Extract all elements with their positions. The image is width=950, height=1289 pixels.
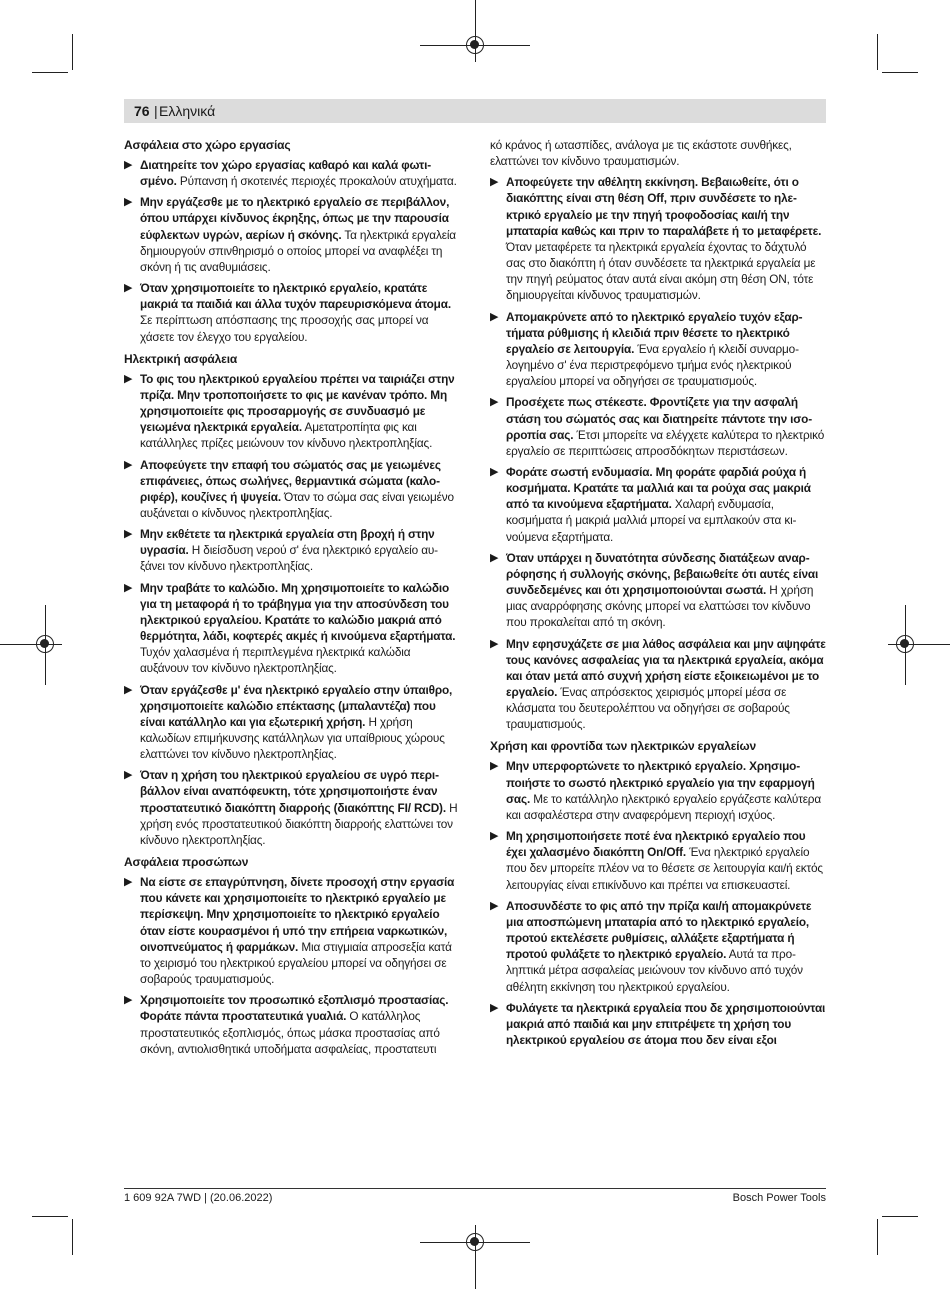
crop-mark: [882, 1216, 918, 1217]
crop-mark: [72, 34, 73, 70]
continued-text: κό κράνος ή ωτασπίδες, ανάλογα με τις εκάστοτε συνθήκες, ελαττώνει τον κίνδυνο τραυματισμών.: [490, 138, 792, 169]
section-heading: Ηλεκτρική ασφάλεια: [124, 351, 238, 366]
bullet-arrow-icon: ▶: [490, 396, 499, 409]
crop-mark: [882, 72, 918, 73]
header-separator: |: [154, 103, 158, 119]
section-heading: Ασφάλεια προσώπων: [124, 855, 249, 870]
bullet-item: ▶ Φυλάγετε τα ηλεκτρικά εργαλεία που δε χρησιμοποιούνται μακριά από παιδιά και μην επιτρέψετε τη χρήση του ηλεκτρικού εργαλείου σε άτομα που δεν είναι εξοι: [490, 1000, 826, 1047]
bullet-item: ▶ Μην εκθέτετε τα ηλεκτρικά εργαλεία στη βροχή ή στην υγρασία. Η διείσδυση νερού σ' ένα ηλεκτρικό εργαλείο αυξάνει τον κίνδυνο ηλεκτροπληξίας.: [124, 527, 439, 574]
bullet-arrow-icon: ▶: [124, 528, 133, 541]
registration-mark-right: [896, 635, 914, 653]
bullet-arrow-icon: ▶: [490, 551, 499, 564]
bullet-arrow-icon: ▶: [490, 760, 499, 773]
bullet-item: ▶ Όταν χρησιμοποιείτε το ηλεκτρικό εργαλείο, κρατάτε μακριά τα παιδιά και άλλα τυχόν παρευρισκόμενα άτομα. Σε περίπτωση απόσπασης της προσοχής σας μπορεί να χάσετε τον έλεγχο του εργαλείου.: [124, 281, 451, 344]
registration-mark-bottom: [466, 1233, 484, 1251]
page-header-band: [124, 99, 826, 123]
crop-mark: [32, 1216, 68, 1217]
bullet-arrow-icon: ▶: [124, 994, 133, 1007]
bullet-item: ▶ Φοράτε σωστή ενδυμασία. Μη φοράτε φαρδιά ρούχα ή κοσμήματα. Κρατάτε τα μαλλιά και τα ρούχα σας μακριά από τα κινούμενα εξαρτήματα. Χαλαρή ενδυμασία, κοσμήματα ή μακριά μαλλιά μπορεί να εμπλακούν στα κινούμενα εξαρτήματα.: [490, 464, 811, 544]
bullet-item: ▶ Μην υπερφορτώνετε το ηλεκτρικό εργαλείο. Χρησιμοποιήστε το σωστό ηλεκτρικό εργαλείο για την εφαρμογή σας. Με το κατάλληλο ηλεκτρικό εργαλείο εργάζεστε καλύτερα και ασφαλέστερα στην αναφερόμενη περιοχή ισχύος.: [490, 759, 822, 822]
bullet-item: ▶ Απομακρύνετε από το ηλεκτρικό εργαλείο τυχόν εξαρτήματα ρύθμισης ή κλειδιά πριν θέσετε το ηλεκτρικό εργαλείο σε λειτουργία. Ένα εργαλείο ή κλειδί συναρμολογημένο σ' ένα περιστρεφόμενο τμήμα ενός ηλεκτρικού εργαλείου μπορεί να οδηγήσει σε τραυματισμούς.: [490, 309, 803, 389]
bullet-arrow-icon: ▶: [124, 372, 133, 385]
bullet-arrow-icon: ▶: [124, 458, 133, 471]
crop-mark: [877, 1219, 878, 1255]
bullet-arrow-icon: ▶: [490, 637, 499, 650]
header-language: Ελληνικά: [159, 103, 216, 119]
crop-mark: [877, 34, 878, 70]
bullet-arrow-icon: ▶: [124, 876, 133, 889]
registration-mark-top: [466, 36, 484, 54]
bullet-item: ▶ Όταν εργάζεσθε μ' ένα ηλεκτρικό εργαλείο στην ύπαιθρο, χρησιμοποιείτε καλώδιο επέκτασης (μπαλαντέζα) που είναι κατάλληλο και για εξωτερική χρήση. Η χρήση καλωδίων επιμήκυνσης κατάλληλων για υπαίθριους χώρους ελαττώνει τον κίνδυνο ηλεκτροπληξίας.: [124, 682, 453, 762]
bullet-arrow-icon: ▶: [124, 769, 133, 782]
bullet-arrow-icon: ▶: [490, 465, 499, 478]
bullet-arrow-icon: ▶: [490, 176, 499, 189]
footer-brand: Bosch Power Tools: [732, 1192, 826, 1204]
bullet-item: ▶ Μην τραβάτε το καλώδιο. Μη χρησιμοποιείτε το καλώδιο για τη μεταφορά ή το τράβηγμα για την αποσύνδεση του ηλεκτρικού εργαλείου. Κρατάτε το καλώδιο μακριά από θερμότητα, λάδι, κοφτερές ακμές ή κινούμενα εξαρτήματα. Τυχόν χαλασμένα ή περιπλεγμένα ηλεκτρικά καλώδια αυξάνουν τον κίνδυνο ηλεκτροπληξίας.: [124, 580, 456, 676]
bullet-arrow-icon: ▶: [124, 683, 133, 696]
right-column: [490, 137, 826, 1053]
bullet-item: ▶ Αποφεύγετε την αθέλητη εκκίνηση. Βεβαιωθείτε, ότι ο διακόπτης είναι στη θέση Off, πριν συνδέσετε το ηλεκτρικό εργαλείο με την πηγή τροφοδοσίας και/ή την μπαταρία καθώς και πριν το παραλάβετε ή το μεταφέρετε. Όταν μεταφέρετε τα ηλεκτρικά εργαλεία έχοντας το δάχτυλό σας στο διακόπτη ή όταν συνδέσετε τα ηλεκτρικά εργαλεία με την πηγή ρεύματος όταν αυτά είναι ακόμη στη θέση ON, τότε δημιουργείται κίνδυνος τραυματισμών.: [490, 175, 822, 303]
bullet-arrow-icon: ▶: [490, 310, 499, 323]
bullet-item: ▶ Όταν η χρήση του ηλεκτρικού εργαλείου σε υγρό περιβάλλον είναι αναπόφευκτη, τότε χρησιμοποιήστε έναν προστατευτικό διακόπτη διαρροής (διακόπτης FI/ RCD). Η χρήση ενός προστατευτικού διακόπτη διαρροής ελαττώνει τον κίνδυνο ηλεκτροπληξίας.: [124, 768, 458, 847]
bullet-arrow-icon: ▶: [490, 1001, 499, 1014]
bullet-item: ▶ Αποσυνδέστε το φις από την πρίζα και/ή απομακρύνετε μια αποσπώμενη μπαταρία από το ηλεκτρικό εργαλείο, προτού εκτελέσετε ρυθμίσεις, αλλάξετε εξαρτήματα ή προτού φυλάξετε το ηλεκτρικό εργαλείο. Αυτά τα προληπτικά μέτρα ασφαλείας μειώνουν τον κίνδυνο από τυχόν αθέλητη εκκίνηση του ηλεκτρικού εργαλείου.: [490, 898, 812, 994]
footer-rule: [124, 1188, 826, 1189]
bullet-arrow-icon: ▶: [124, 159, 133, 171]
bullet-item: ▶ Διατηρείτε τον χώρο εργασίας καθαρό και καλά φωτισμένο. Ρύπανση ή σκοτεινές περιοχές προκαλούν ατυχήματα.: [124, 158, 457, 189]
bullet-item: ▶ Προσέχετε πως στέκεστε. Φροντίζετε για την ασφαλή στάση του σώματός σας και διατηρείτε πάντοτε την ισορροπία σας. Έτσι μπορείτε να ελέγχετε καλύτερα το ηλεκτρικό εργαλείο σε περιπτώσεις απροσδόκητων περιστάσεων.: [490, 395, 825, 458]
page-number: 76: [134, 103, 150, 119]
crop-mark: [72, 1219, 73, 1255]
section-heading: Χρήση και φροντίδα των ηλεκτρικών εργαλείων: [490, 739, 756, 754]
crop-mark: [32, 72, 68, 73]
section-heading: Ασφάλεια στο χώρο εργασίας: [124, 138, 291, 152]
left-column: [124, 137, 458, 1062]
bullet-arrow-icon: ▶: [124, 282, 133, 295]
bullet-item: ▶ Μη χρησιμοποιήσετε ποτέ ένα ηλεκτρικό εργαλείο που έχει χαλασμένο διακόπτη On/Off. Ένα ηλεκτρικό εργαλείο που δεν μπορείτε πλέον να το θέσετε σε λειτουργία και/ή εκτός λειτουργίας είναι επικίνδυνο και πρέπει να επισκευαστεί.: [490, 829, 823, 892]
bullet-item: ▶ Μην εργάζεσθε με το ηλεκτρικό εργαλείο σε περιβάλλον, όπου υπάρχει κίνδυνος έκρηξης, όπως με την παρουσία εύφλεκτων υγρών, αερίων ή σκόνης. Τα ηλεκτρικά εργαλεία δημιουργούν σπινθηρισμό ο οποίος μπορεί να αναφλέξει τη σκόνη ή τις αναθυμιάσεις.: [124, 195, 456, 274]
registration-mark-left: [36, 635, 54, 653]
bullet-item: ▶ Αποφεύγετε την επαφή του σώματός σας με γειωμένες επιφάνειες, όπως σωλήνες, θερμαντικά σώματα (καλοριφέρ), κουζίνες ή ψυγεία. Όταν το σώμα σας είναι γειωμένο αυξάνεται ο κίνδυνος ηλεκτροπληξίας.: [124, 457, 454, 520]
bullet-arrow-icon: ▶: [124, 196, 133, 209]
bullet-item: ▶ Χρησιμοποιείτε τον προσωπικό εξοπλισμό προστασίας. Φοράτε πάντα προστατευτικά γυαλιά. Ο κατάλληλος προστατευτικός εξοπλισμός, όπως μάσκα προστασίας από σκόνη, αντιολισθητικά υποδήματα ασφαλείας, προστατευτι: [124, 993, 449, 1056]
bullet-arrow-icon: ▶: [124, 581, 133, 594]
bullet-item: ▶ Μην εφησυχάζετε σε μια λάθος ασφάλεια και μην αψηφάτε τους κανόνες ασφαλείας για τα ηλεκτρικά εργαλεία, ακόμα και όταν μετά από συχνή χρήση είστε εξοικειωμένοι με το εργαλείο. Ένας απρόσεκτος χειρισμός μπορεί μέσα σε κλάσματα του δευτερολέπτου να οδηγήσει σε σοβαρούς τραυματισμούς.: [490, 636, 826, 732]
bullet-arrow-icon: ▶: [490, 830, 499, 843]
footer-doc-code: 1 609 92A 7WD | (20.06.2022): [124, 1192, 273, 1204]
bullet-item: ▶ Να είστε σε επαγρύπνηση, δίνετε προσοχή στην εργασία που κάνετε και χρησιμοποιείτε το ηλεκτρικό εργαλείο με περίσκεψη. Μην χρησιμοποιείτε το ηλεκτρικό εργαλείο όταν είστε κουρασμένοι ή υπό την επήρεια ναρκωτικών, οινοπνεύματος ή φαρμάκων. Μια στιγμιαία απροσεξία κατά το χειρισμό του ηλεκτρικού εργαλείου μπορεί να οδηγήσει σε σοβαρούς τραυματισμούς.: [124, 875, 455, 987]
bullet-item: ▶ Το φις του ηλεκτρικού εργαλείου πρέπει να ταιριάζει στην πρίζα. Μην τροποποιήσετε το φις με κανέναν τρόπο. Μη χρησιμοποιείτε φις προσαρμογής σε συνδυασμό με γειωμένα ηλεκτρικά εργαλεία. Αμετατροπίητα φις και κατάλληλες πρίζες μειώνουν τον κίνδυνο ηλεκτροπληξίας.: [124, 371, 455, 451]
bullet-arrow-icon: ▶: [490, 899, 499, 912]
bullet-item: ▶ Όταν υπάρχει η δυνατότητα σύνδεσης διατάξεων αναρρόφησης ή συλλογής σκόνης, βεβαιωθείτε ότι αυτές είναι συνδεδεμένες και ότι χρησιμοποιούνται σωστά. Η χρήση μιας αναρρόφησης σκόνης μπορεί να ελαττώσει τον κίνδυνο που προκαλείται από τη σκόνη.: [490, 550, 819, 630]
